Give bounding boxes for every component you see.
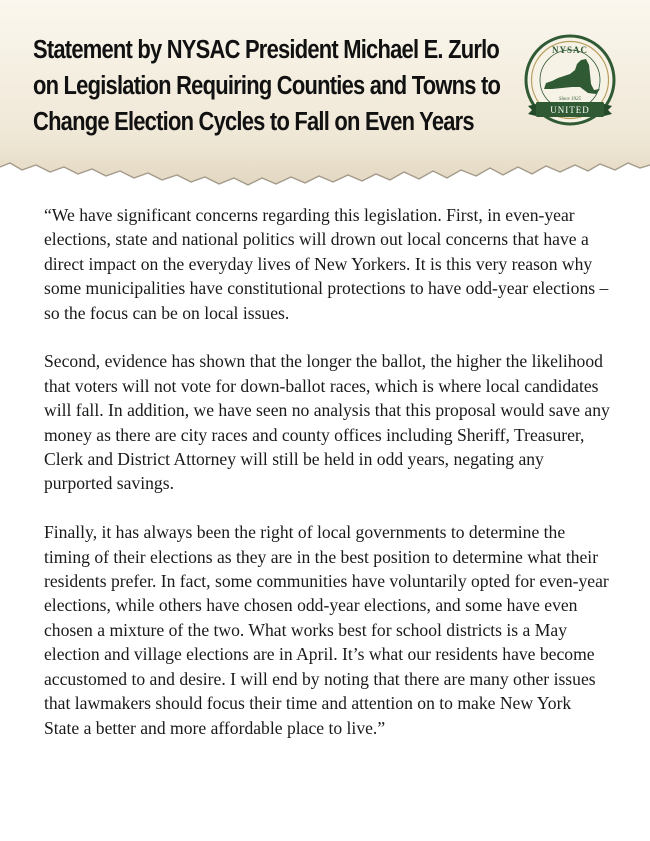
statement-paragraph: Second, evidence has shown that the longer the ballot, the higher the likelihood that voters will not vote for down-ballot races, which is where local candidates will fall. In addition, we have seen no analysis that this proposal would save any money as there are city races and county offices including Sheriff, Treasurer, Clerk and District Attorney will still be held in odd years, negating any purported savings. [44,351,610,494]
page-title [33,32,501,140]
logo-since: Since 1925 [558,97,582,102]
statement-body [44,203,610,764]
statement-paragraph: Finally, it has always been the right of local governments to determine the timing of their elections as they are in the best position to determine what their residents prefer. In fact, some communities have voluntarily opted for even-year elections, while others have chosen odd-year elections, and some have even chosen a mixture of the two. What works best for school districts is a May election and village elections are in April. It’s what our residents have become accustomed to and desire. I will end by noting that there are many other issues that lawmakers should focus their time and attention on to make New York State a better and more affordable place to live.” [44,522,609,738]
logo-banner: UNITED [550,105,590,115]
title-line: Statement by NYSAC President Michael E. Zurlo [33,36,500,64]
title-line: Change Election Cycles to Fall on Even Years [33,108,474,136]
logo-name: NYSAC [551,45,589,55]
nysac-logo [522,34,618,130]
statement-paragraph: “We have significant concerns regarding this legislation. First, in even-year elections, state and national politics will drown out local concerns that have a direct impact on the everyday lives of New Yorkers. It is this very reason why some municipalities have constitutional protections to have odd-year elections – so the focus can be on local issues. [44,205,609,323]
header-banner [0,0,650,190]
title-line: on Legislation Requiring Counties and Towns to [33,72,501,100]
